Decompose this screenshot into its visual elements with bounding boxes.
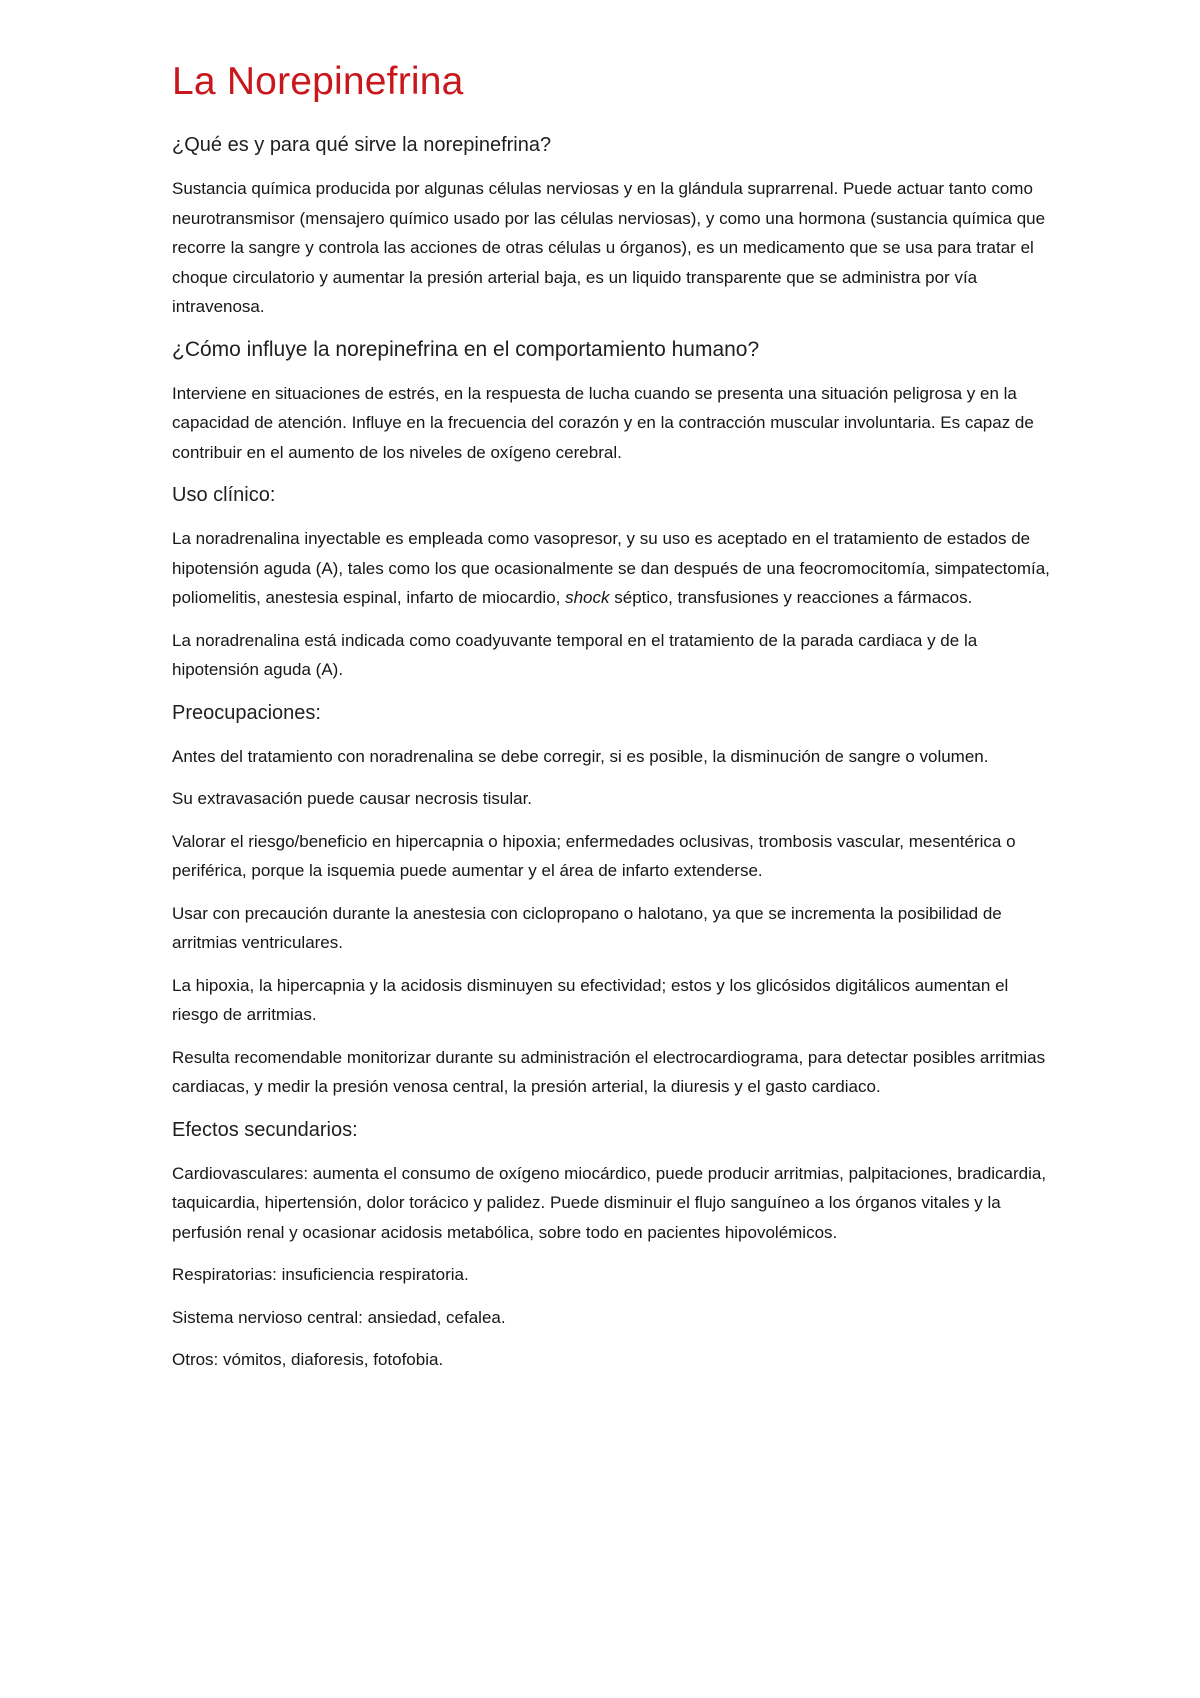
paragraph-preocupaciones-4: Usar con precaución durante la anestesia con ciclopropano o halotano, ya que se incrementa la posibilidad de arritmias ventriculares. (172, 903, 1002, 952)
document-title: La Norepinefrina (172, 60, 464, 103)
paragraph-uso-clinico-2: La noradrenalina está indicada como coadyuvante temporal en el tratamiento de la parada cardiaca y de la hipotensión aguda (A). (172, 630, 978, 679)
paragraph-uso-clinico-1-end: séptico, transfusiones y reacciones a fármacos. (609, 588, 973, 607)
paragraph-efectos-3: Sistema nervioso central: ansiedad, cefalea. (172, 1307, 506, 1327)
paragraph-efectos-1: Cardiovasculares: aumenta el consumo de oxígeno miocárdico, puede producir arritmias, palpitaciones, bradicardia, taquicardia, hipertensión, dolor torácico y palidez. Puede disminuir el flujo sanguíneo a los órganos vitales y la perfusión renal y ocasionar acidosis metabólica, sobre todo en pacientes hipovolémicos. (172, 1163, 1047, 1242)
paragraph-efectos-2: Respiratorias: insuficiencia respiratoria. (172, 1265, 469, 1284)
paragraph-preocupaciones-3: Valorar el riesgo/beneficio en hipercapnia o hipoxia; enfermedades oclusivas, trombosis vascular, mesentérica o periférica, porque la isquemia puede aumentar y el área de infarto extenderse. (172, 831, 1016, 880)
paragraph-que-es: Sustancia química producida por algunas células nerviosas y en la glándula suprarrenal. Puede actuar tanto como neurotransmisor (mensajero químico usado por las células nerviosas), y como una hormona (sustancia química que recorre la sangre y controla las acciones de otras células u órganos), es un medicamento que se usa para tratar el choque circulatorio y aumentar la presión arterial baja, es un liquido transparente que se administra por vía intravenosa. (172, 179, 1046, 316)
section-heading-comportamiento: ¿Cómo influye la norepinefrina en el comportamiento humano? (172, 337, 760, 361)
paragraph-uso-clinico-1-start: La noradrenalina inyectable es empleada como vasopresor, y su uso es aceptado en el tratamiento de estados de hipotensión aguda (A), tales como los que ocasionalmente se dan después de una feocromocitomía, simpatectomía, poliomelitis, anestesia espinal, infarto de miocardio, (172, 529, 1050, 607)
paragraph-preocupaciones-1: Antes del tratamiento con noradrenalina se debe corregir, si es posible, la disminución de sangre o volumen. (172, 746, 989, 766)
section-heading-que-es: ¿Qué es y para qué sirve la norepinefrina? (172, 134, 552, 156)
paragraph-efectos-4: Otros: vómitos, diaforesis, fotofobia. (172, 1350, 444, 1369)
paragraph-uso-clinico-1-italic: shock (565, 588, 610, 607)
section-heading-preocupaciones: Preocupaciones: (172, 701, 321, 724)
section-heading-efectos-secundarios: Efectos secundarios: (172, 1118, 358, 1141)
paragraph-uso-clinico-1 (172, 524, 1052, 613)
section-heading-uso-clinico: Uso clínico: (172, 484, 276, 506)
paragraph-preocupaciones-5: La hipoxia, la hipercapnia y la acidosis disminuyen su efectividad; estos y los glicósidos digitálicos aumentan el riesgo de arritmias. (172, 975, 1009, 1024)
paragraph-preocupaciones-2: Su extravasación puede causar necrosis tisular. (172, 789, 533, 808)
paragraph-comportamiento: Interviene en situaciones de estrés, en la respuesta de lucha cuando se presenta una situación peligrosa y en la capacidad de atención. Influye en la frecuencia del corazón y en la contracción muscular involuntaria. Es capaz de contribuir en el aumento de los niveles de oxígeno cerebral. (172, 383, 1034, 462)
document-page (172, 56, 1052, 1388)
paragraph-preocupaciones-6: Resulta recomendable monitorizar durante su administración el electrocardiograma, para detectar posibles arritmias cardiacas, y medir la presión venosa central, la presión arterial, la diuresis y el gasto cardiaco. (172, 1047, 1046, 1096)
